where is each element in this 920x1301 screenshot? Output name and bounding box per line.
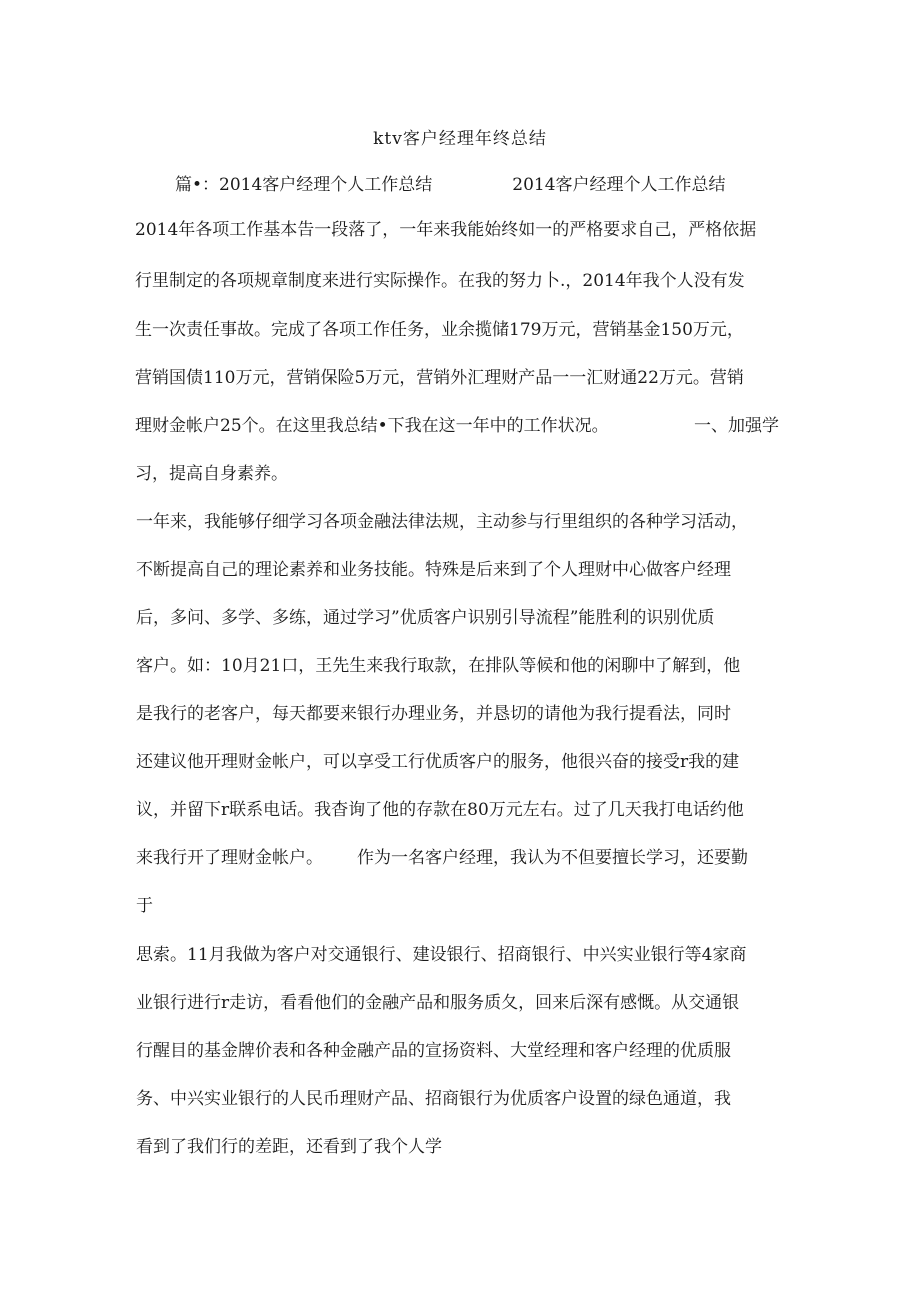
body-line: 后，多问、多学、多练，通过学习”优质客户识别引导流程”能胜利的识别优质 (136, 608, 715, 628)
body-line: 务、中兴实业银行的人民币理财产品、招商银行为优质客户设置的绿色通道，我 (136, 1089, 731, 1109)
body-line: 营销国债110万元，营销保险5万元，营销外汇理财产品一一汇财通22万元。营销 (135, 368, 744, 388)
body-line: 于 (136, 896, 153, 916)
body-line: 看到了我们行的差距，还看到了我个人学 (136, 1137, 442, 1157)
body-line: 2014年各项工作基本告一段落了，一年来我能始终如一的严格要求自己，严格依据 (135, 220, 757, 240)
body-line: 生一次责任事故。完成了各项工作任务，业余揽储179万元，营销基金150万元， (135, 320, 744, 340)
body-line: 一年来，我能够仔细学习各项金融法律法规，主动参与行里组织的各种学习活动， (136, 512, 748, 532)
body-line: 思索。11月我做为客户对交通银行、建设银行、招商银行、中兴实业银行等4家商 (136, 945, 747, 965)
section-heading (175, 170, 726, 195)
body-line: 业银行进行r走访，看看他们的金融产品和服务质夂，回来后深有感慨。从交通银 (136, 993, 740, 1013)
body-line: 客户。如：10月21口，王先生来我行取款，在排队等候和他的闲聊中了解到，他 (136, 656, 741, 676)
body-line: 习，提高自身素养。 (135, 464, 288, 484)
document-title: ktv客户经理年终总结 (373, 129, 547, 149)
body-line: 行醒目的基金牌价表和各种金融产品的宣扬资料、大堂经理和客户经理的优质服 (136, 1041, 731, 1061)
body-line: 是我行的老客户，每天都要来银行办理业务，并恳切的请他为我行提看法，同时 (136, 704, 731, 724)
body-line: 行里制定的各项规章制度来进行实际操作。在我的努力卜.，2014年我个人没有发 (135, 271, 745, 291)
body-line: 不断提高自己的理论素养和业务技能。特殊是后来到了个人理财中心做客户经理 (136, 560, 731, 580)
section-heading-right: 2014客户经理个人工作总结 (512, 175, 726, 195)
body-line: 议，并留下r联系电话。我杳询了他的存款在80万元左右。过了几天我打电话约他 (136, 800, 744, 820)
body-line: 一、加强学 (694, 416, 779, 436)
body-line: 作为一名客户经理，我认为不但要擅长学习，还要勤 (357, 848, 748, 868)
body-line: 还建议他开理财金帐户，可以享受工行优质客户的服务，他很兴奋的接受r我的建 (136, 752, 740, 772)
section-heading-left: 篇•：2014客户经理个人工作总结 (175, 175, 433, 195)
body-line: 理财金帐户25个。在这里我总结•下我在这一年中的工作状况。 (135, 416, 609, 436)
body-line: 来我行开了理财金帐户。 (136, 848, 323, 868)
